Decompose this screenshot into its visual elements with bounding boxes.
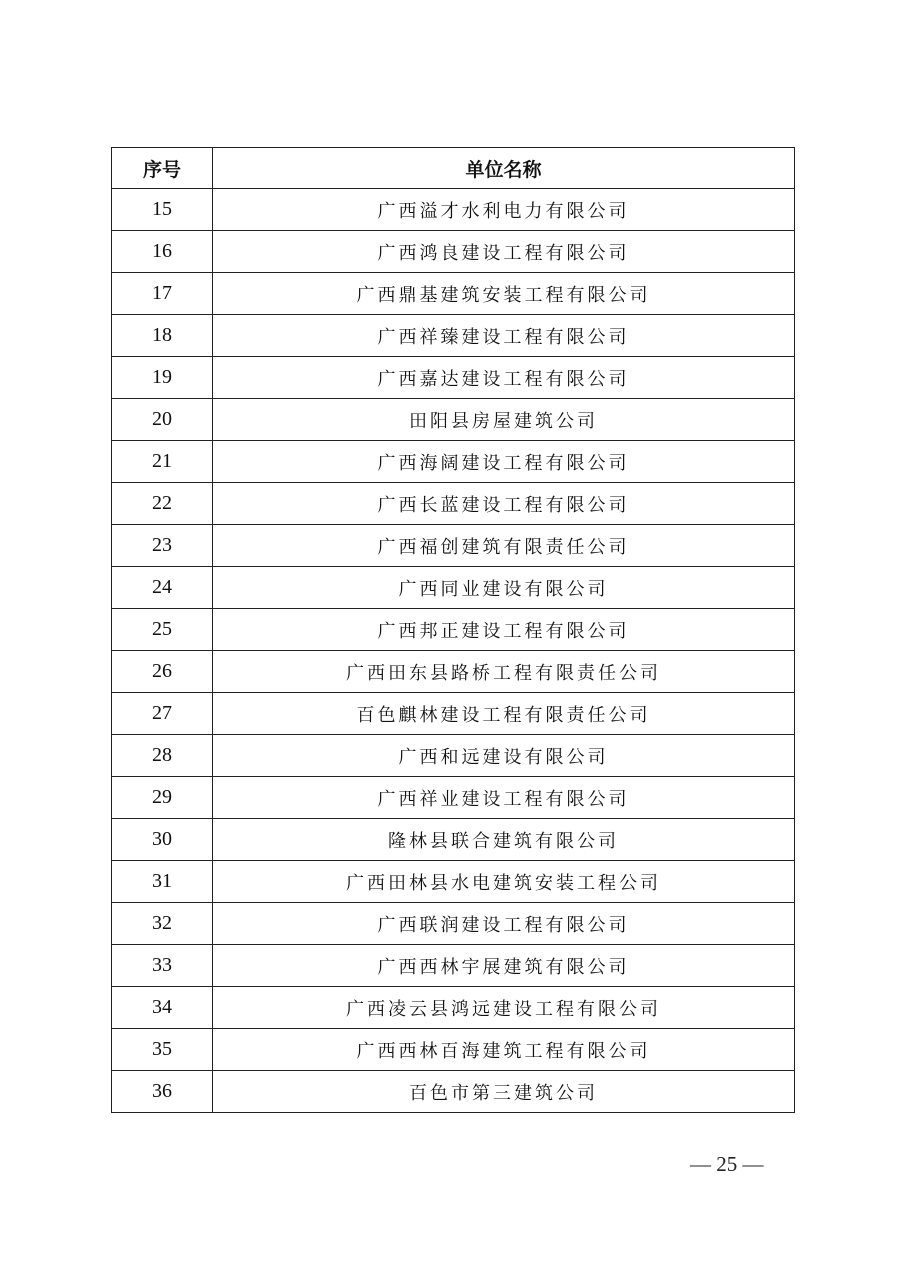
row-serial-number: 15 [112,189,213,231]
table-row [112,819,795,861]
table-row [112,483,795,525]
row-company-name: 广西凌云县鸿远建设工程有限公司 [213,987,795,1029]
row-company-name: 广西鸿良建设工程有限公司 [213,231,795,273]
table-row [112,315,795,357]
row-serial-number: 35 [112,1029,213,1071]
row-company-name: 广西鼎基建筑安装工程有限公司 [213,273,795,315]
table-row [112,1029,795,1071]
row-company-name: 广西西林宇展建筑有限公司 [213,945,795,987]
row-company-name: 百色市第三建筑公司 [213,1071,795,1113]
row-company-name: 广西邦正建设工程有限公司 [213,609,795,651]
company-list-table [111,147,795,1113]
table-row [112,693,795,735]
row-company-name: 广西祥业建设工程有限公司 [213,777,795,819]
table-row [112,735,795,777]
row-serial-number: 25 [112,609,213,651]
row-serial-number: 19 [112,357,213,399]
header-serial-number: 序号 [112,148,213,189]
table-row [112,945,795,987]
table-row [112,987,795,1029]
table-row [112,609,795,651]
row-serial-number: 20 [112,399,213,441]
table-row [112,525,795,567]
table-row [112,231,795,273]
table-row [112,399,795,441]
row-company-name: 广西祥臻建设工程有限公司 [213,315,795,357]
table-row [112,903,795,945]
row-company-name: 广西西林百海建筑工程有限公司 [213,1029,795,1071]
row-company-name: 广西长蓝建设工程有限公司 [213,483,795,525]
table-row [112,1071,795,1113]
row-company-name: 广西嘉达建设工程有限公司 [213,357,795,399]
table-row [112,189,795,231]
row-serial-number: 22 [112,483,213,525]
row-serial-number: 21 [112,441,213,483]
table-row [112,861,795,903]
row-company-name: 广西同业建设有限公司 [213,567,795,609]
row-serial-number: 27 [112,693,213,735]
row-company-name: 广西和远建设有限公司 [213,735,795,777]
table-row [112,273,795,315]
row-serial-number: 33 [112,945,213,987]
row-serial-number: 23 [112,525,213,567]
row-serial-number: 16 [112,231,213,273]
table-row [112,357,795,399]
row-serial-number: 30 [112,819,213,861]
row-company-name: 广西溢才水利电力有限公司 [213,189,795,231]
table-row [112,777,795,819]
row-company-name: 田阳县房屋建筑公司 [213,399,795,441]
table-header-row [112,148,795,189]
row-company-name: 广西田东县路桥工程有限责任公司 [213,651,795,693]
row-serial-number: 29 [112,777,213,819]
row-serial-number: 34 [112,987,213,1029]
row-company-name: 广西田林县水电建筑安装工程公司 [213,861,795,903]
row-serial-number: 26 [112,651,213,693]
row-serial-number: 17 [112,273,213,315]
row-serial-number: 31 [112,861,213,903]
row-serial-number: 24 [112,567,213,609]
row-company-name: 广西海阔建设工程有限公司 [213,441,795,483]
row-company-name: 广西福创建筑有限责任公司 [213,525,795,567]
header-company-name: 单位名称 [213,148,795,189]
page-number: — 25 — [690,1152,764,1176]
row-serial-number: 32 [112,903,213,945]
row-company-name: 广西联润建设工程有限公司 [213,903,795,945]
row-company-name: 隆林县联合建筑有限公司 [213,819,795,861]
row-serial-number: 36 [112,1071,213,1113]
row-serial-number: 18 [112,315,213,357]
table-row [112,441,795,483]
table-row [112,651,795,693]
row-company-name: 百色麒林建设工程有限责任公司 [213,693,795,735]
row-serial-number: 28 [112,735,213,777]
table-row [112,567,795,609]
